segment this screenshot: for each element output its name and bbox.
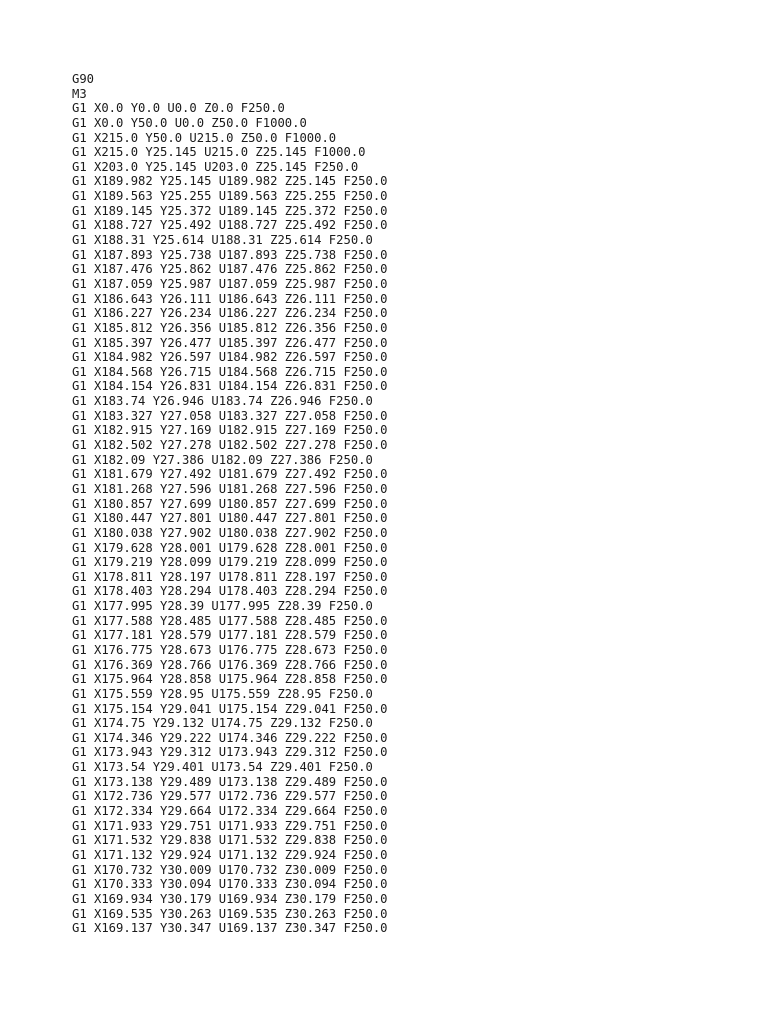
gcode-line: G1 X174.75 Y29.132 U174.75 Z29.132 F250.0: [72, 716, 373, 731]
gcode-line: G1 X185.397 Y26.477 U185.397 Z26.477 F250.0: [72, 335, 388, 350]
gcode-line: G1 X183.327 Y27.058 U183.327 Z27.058 F250.0: [72, 408, 388, 423]
gcode-line: G1 X187.893 Y25.738 U187.893 Z25.738 F250.0: [72, 247, 388, 262]
gcode-line: G1 X171.532 Y29.838 U171.532 Z29.838 F250.0: [72, 833, 388, 848]
gcode-line: G1 X215.0 Y25.145 U215.0 Z25.145 F1000.0: [72, 145, 366, 160]
gcode-line: G1 X183.74 Y26.946 U183.74 Z26.946 F250.0: [72, 394, 373, 409]
gcode-line: G1 X184.568 Y26.715 U184.568 Z26.715 F250.0: [72, 364, 388, 379]
gcode-line: G1 X175.559 Y28.95 U175.559 Z28.95 F250.0: [72, 686, 373, 701]
gcode-line: G1 X179.628 Y28.001 U179.628 Z28.001 F250.0: [72, 540, 388, 555]
gcode-line: G1 X180.857 Y27.699 U180.857 Z27.699 F250.0: [72, 496, 388, 511]
gcode-line: G1 X182.915 Y27.169 U182.915 Z27.169 F250.0: [72, 423, 388, 438]
gcode-line: G1 X171.933 Y29.751 U171.933 Z29.751 F250.0: [72, 818, 388, 833]
gcode-line: G1 X188.31 Y25.614 U188.31 Z25.614 F250.0: [72, 233, 373, 248]
gcode-line: G1 X173.54 Y29.401 U173.54 Z29.401 F250.0: [72, 760, 373, 775]
gcode-line: G1 X173.138 Y29.489 U173.138 Z29.489 F250.0: [72, 774, 388, 789]
gcode-listing: [72, 72, 388, 936]
gcode-line: G1 X187.476 Y25.862 U187.476 Z25.862 F250.0: [72, 262, 388, 277]
gcode-line: G1 X169.137 Y30.347 U169.137 Z30.347 F250.0: [72, 921, 388, 936]
gcode-line: G1 X0.0 Y50.0 U0.0 Z50.0 F1000.0: [72, 115, 307, 130]
gcode-line: G1 X180.038 Y27.902 U180.038 Z27.902 F250.0: [72, 525, 388, 540]
gcode-line: G1 X181.679 Y27.492 U181.679 Z27.492 F250.0: [72, 467, 388, 482]
gcode-line: G1 X186.227 Y26.234 U186.227 Z26.234 F250.0: [72, 306, 388, 321]
gcode-line: G1 X172.334 Y29.664 U172.334 Z29.664 F250.0: [72, 804, 388, 819]
gcode-line: G1 X171.132 Y29.924 U171.132 Z29.924 F250.0: [72, 847, 388, 862]
gcode-line: G1 X182.502 Y27.278 U182.502 Z27.278 F250.0: [72, 438, 388, 453]
gcode-line: G1 X187.059 Y25.987 U187.059 Z25.987 F250.0: [72, 276, 388, 291]
gcode-line: G1 X179.219 Y28.099 U179.219 Z28.099 F250.0: [72, 555, 388, 570]
gcode-line: G1 X189.982 Y25.145 U189.982 Z25.145 F250.0: [72, 174, 388, 189]
gcode-line: G1 X169.535 Y30.263 U169.535 Z30.263 F250.0: [72, 906, 388, 921]
gcode-line: G1 X176.369 Y28.766 U176.369 Z28.766 F250.0: [72, 657, 388, 672]
gcode-line: G1 X181.268 Y27.596 U181.268 Z27.596 F250.0: [72, 481, 388, 496]
gcode-line: G1 X189.145 Y25.372 U189.145 Z25.372 F250.0: [72, 203, 388, 218]
gcode-line: G1 X173.943 Y29.312 U173.943 Z29.312 F250.0: [72, 745, 388, 760]
gcode-line: G1 X177.181 Y28.579 U177.181 Z28.579 F250.0: [72, 628, 388, 643]
gcode-line: G1 X170.333 Y30.094 U170.333 Z30.094 F250.0: [72, 877, 388, 892]
gcode-line: G1 X177.995 Y28.39 U177.995 Z28.39 F250.0: [72, 599, 373, 614]
gcode-line: G1 X185.812 Y26.356 U185.812 Z26.356 F250.0: [72, 320, 388, 335]
gcode-line: G1 X182.09 Y27.386 U182.09 Z27.386 F250.0: [72, 452, 373, 467]
gcode-line: G1 X178.811 Y28.197 U178.811 Z28.197 F250.0: [72, 569, 388, 584]
gcode-line: G1 X203.0 Y25.145 U203.0 Z25.145 F250.0: [72, 159, 359, 174]
gcode-line: G1 X188.727 Y25.492 U188.727 Z25.492 F250.0: [72, 218, 388, 233]
gcode-line: G1 X172.736 Y29.577 U172.736 Z29.577 F250.0: [72, 789, 388, 804]
gcode-line: G1 X215.0 Y50.0 U215.0 Z50.0 F1000.0: [72, 130, 337, 145]
gcode-line: G1 X174.346 Y29.222 U174.346 Z29.222 F250.0: [72, 730, 388, 745]
gcode-line: G1 X169.934 Y30.179 U169.934 Z30.179 F250.0: [72, 891, 388, 906]
gcode-line: G90: [72, 72, 95, 86]
gcode-line: G1 X184.982 Y26.597 U184.982 Z26.597 F250.0: [72, 350, 388, 365]
gcode-line: G1 X184.154 Y26.831 U184.154 Z26.831 F250.0: [72, 379, 388, 394]
gcode-line: G1 X178.403 Y28.294 U178.403 Z28.294 F250.0: [72, 584, 388, 599]
gcode-line: G1 X175.154 Y29.041 U175.154 Z29.041 F250.0: [72, 701, 388, 716]
gcode-line: G1 X0.0 Y0.0 U0.0 Z0.0 F250.0: [72, 101, 285, 116]
gcode-line: G1 X175.964 Y28.858 U175.964 Z28.858 F250.0: [72, 672, 388, 687]
gcode-line: G1 X186.643 Y26.111 U186.643 Z26.111 F250.0: [72, 291, 388, 306]
gcode-line: G1 X170.732 Y30.009 U170.732 Z30.009 F250.0: [72, 862, 388, 877]
gcode-line: G1 X180.447 Y27.801 U180.447 Z27.801 F250.0: [72, 511, 388, 526]
gcode-line: G1 X176.775 Y28.673 U176.775 Z28.673 F250.0: [72, 642, 388, 657]
gcode-line: G1 X189.563 Y25.255 U189.563 Z25.255 F250.0: [72, 189, 388, 204]
gcode-line: G1 X177.588 Y28.485 U177.588 Z28.485 F250.0: [72, 613, 388, 628]
gcode-line: M3: [72, 86, 87, 101]
